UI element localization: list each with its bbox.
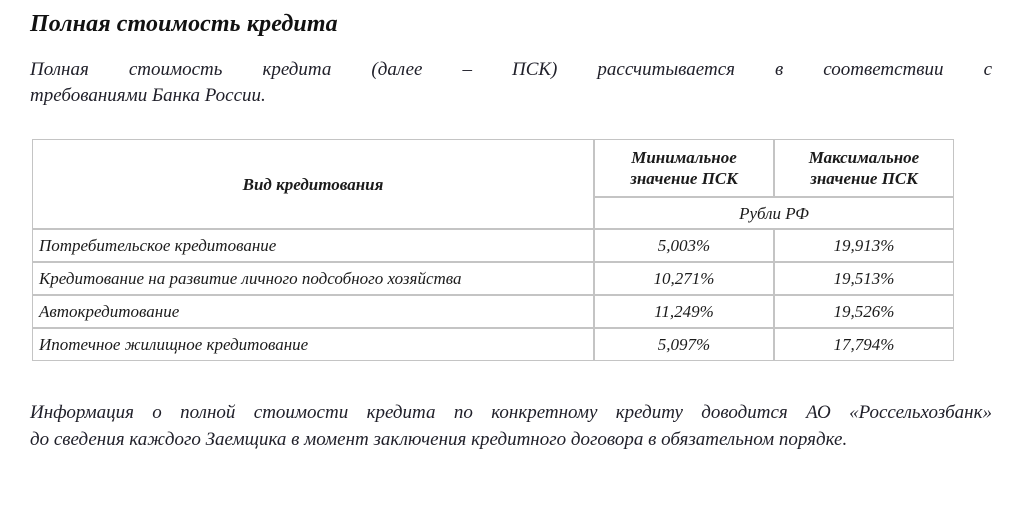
cell-credit-kind: Кредитование на развитие личного подсобного хозяйства	[32, 262, 594, 295]
cell-max-value: 19,513%	[774, 262, 954, 295]
cell-max-value: 19,913%	[774, 229, 954, 262]
cell-min-value: 5,003%	[594, 229, 774, 262]
cell-credit-kind: Потребительское кредитование	[32, 229, 594, 262]
column-header-min: Минимальное значение ПСК	[594, 139, 774, 197]
footer-note-line-1: Информация о полной стоимости кредита по конкретному кредиту доводится АО «Россельхозбанк»	[30, 402, 992, 423]
cell-credit-kind: Ипотечное жилищное кредитование	[32, 328, 594, 361]
table-row	[32, 229, 954, 262]
footer-note-line-2: до сведения каждого Заемщика в момент заключения кредитного договора в обязательном порядке.	[30, 429, 848, 450]
psk-table	[32, 139, 954, 361]
cell-max-value: 17,794%	[774, 328, 954, 361]
currency-header: Рубли РФ	[594, 197, 954, 229]
cell-min-value: 11,249%	[594, 295, 774, 328]
table-row	[32, 328, 954, 361]
cell-max-value: 19,526%	[774, 295, 954, 328]
page-title: Полная стоимость кредита	[30, 11, 338, 37]
intro-line-2: требованиями Банка России.	[30, 85, 266, 106]
intro-paragraph	[30, 39, 992, 109]
column-header-max: Максимальное значение ПСК	[774, 139, 954, 197]
cell-credit-kind: Автокредитование	[32, 295, 594, 328]
psk-table-container	[30, 109, 994, 361]
cell-min-value: 5,097%	[594, 328, 774, 361]
table-header-row-1	[32, 139, 954, 197]
footer-note	[30, 361, 992, 453]
table-row	[32, 262, 954, 295]
cell-min-value: 10,271%	[594, 262, 774, 295]
table-row	[32, 295, 954, 328]
column-header-kind: Вид кредитования	[32, 139, 594, 229]
intro-line-1: Полная стоимость кредита (далее – ПСК) рассчитывается в соответствии с	[30, 59, 992, 80]
